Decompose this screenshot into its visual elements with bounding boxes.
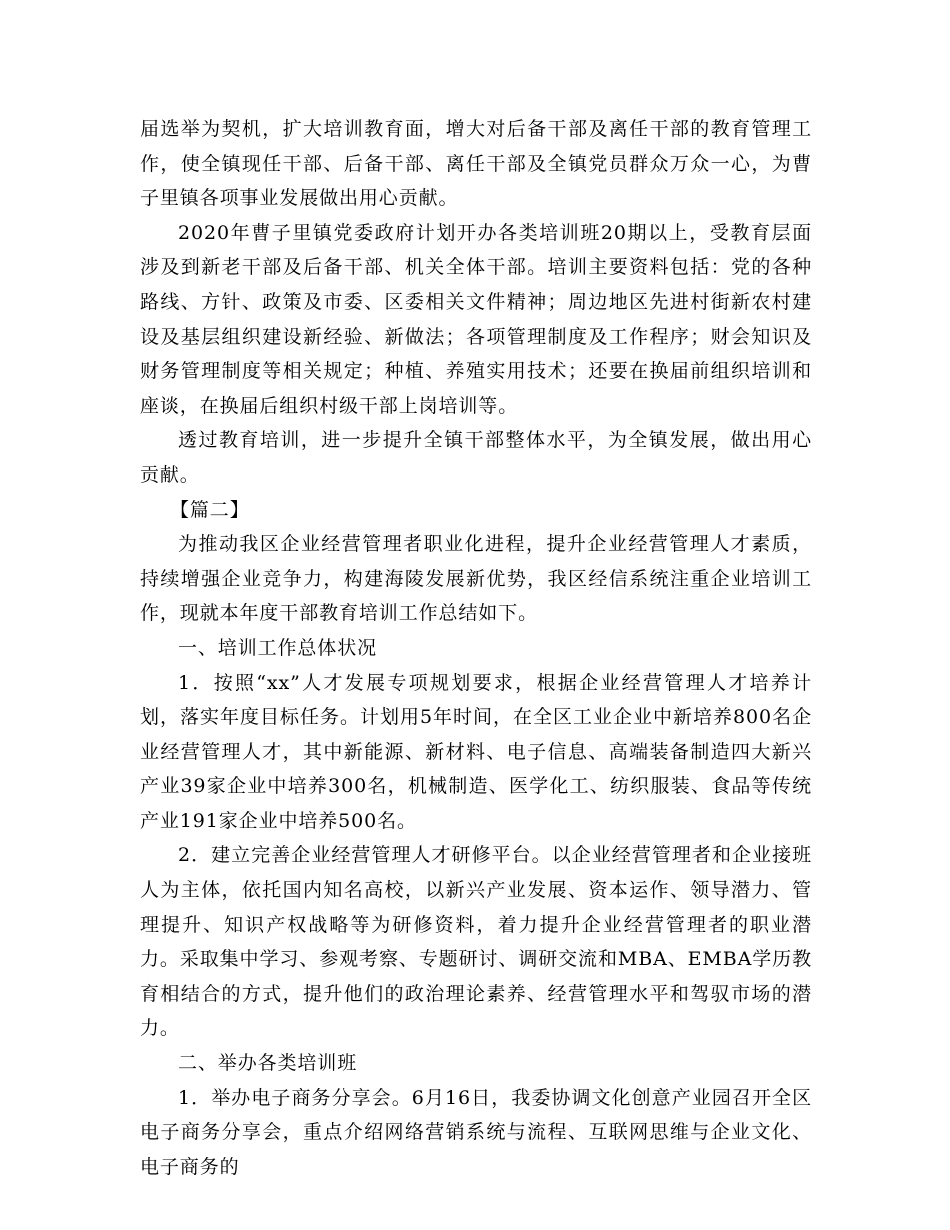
section-heading-training-classes: 二、举办各类培训班 <box>178 1052 358 1075</box>
section-heading-overview: 一、培训工作总体状况 <box>178 636 378 659</box>
paragraph-training-result: 透过教育培训，进一步提升全镇干部整体水平，为全镇发展，做出用心贡献。 <box>140 429 812 486</box>
list-item-1-plan: 1．按照“xx”人才发展专项规划要求，根据企业经营管理人才培养计划，落实年度目标任务。计划用5年时间，在全区工业企业中新培养800名企业经营管理人才，其中新能源、新材料、电子信息、高端装备制造四大新兴产业39家企业中培养300名，机械制造、医学化工、纺织服装、食品等传统产业191家企业中培养500名。 <box>140 671 812 832</box>
list-item-1-ecommerce: 1．举办电子商务分享会。6月16日，我委协调文化创意产业园召开全区电子商务分享会，重点介绍网络营销系统与流程、互联网思维与企业文化、电子商务的 <box>140 1086 812 1178</box>
paragraph-intro-part-two: 为推动我区企业经营管理者职业化进程，提升企业经营管理人才素质，持续增强企业竞争力，构建海陵发展新优势，我区经信系统注重企业培训工作，现就本年度干部教育培训工作总结如下。 <box>140 533 812 625</box>
section-marker-part-two: 【篇二】 <box>170 498 250 521</box>
list-item-2-platform: 2．建立完善企业经营管理人才研修平台。以企业经营管理者和企业接班人为主体，依托国内知名高校，以新兴产业发展、资本运作、领导潜力、管理提升、知识产权战略等为研修资料，着力提升企业经营管理者的职业潜力。采取集中学习、参观考察、专题研讨、调研交流和MBA、EMBA学历教育相结合的方式，提升他们的政治理论素养、经营管理水平和驾驭市场的潜力。 <box>140 844 812 1040</box>
paragraph-continuation: 届选举为契机，扩大培训教育面，增大对后备干部及离任干部的教育管理工作，使全镇现任干部、后备干部、离任干部及全镇党员群众万众一心，为曹子里镇各项事业发展做出用心贡献。 <box>140 118 812 210</box>
paragraph-2020-plan: 2020年曹子里镇党委政府计划开办各类培训班20期以上，受教育层面涉及到新老干部及后备干部、机关全体干部。培训主要资料包括：党的各种路线、方针、政策及市委、区委相关文件精神；周边地区先进村街新农村建设及基层组织建设新经验、新做法；各项管理制度及工作程序；财会知识及财务管理制度等相关规定；种植、养殖实用技术；还要在换届前组织培训和座谈，在换届后组织村级干部上岗培训等。 <box>140 221 812 417</box>
document-body <box>140 112 812 1184</box>
